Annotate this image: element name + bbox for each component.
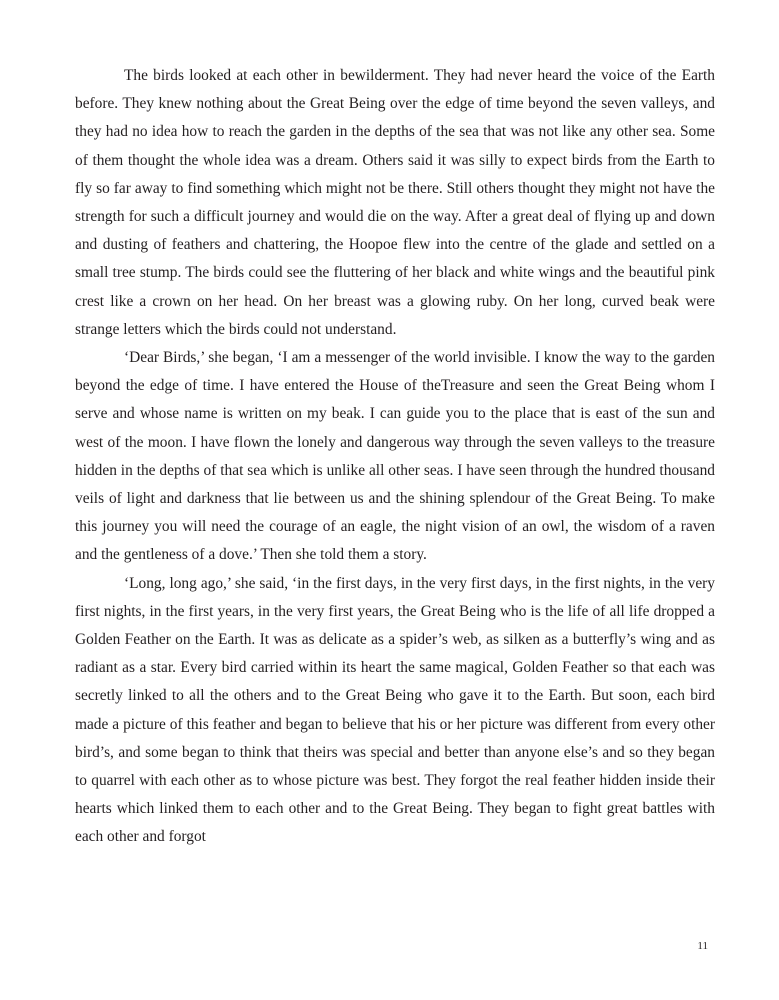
paragraph-1: The birds looked at each other in bewilderment. They had never heard the voice of the Earth before. They knew nothing about the Great Being over the edge of time beyond the seven valleys, and they had no idea how to reach the garden in the depths of the sea that was not like any other sea. Some of them thought the whole idea was a dream. Others said it was silly to expect birds from the Earth to fly so far away to find something which might not be there. Still others thought they might not have the strength for such a difficult journey and would die on the way. After a great deal of flying up and down and dusting of feathers and chattering, the Hoopoe flew into the centre of the glade and settled on a small tree stump. The birds could see the fluttering of her black and white wings and the beautiful pink crest like a crown on her head. On her breast was a glowing ruby. On her long, curved beak were strange letters which the birds could not understand. bbox=[75, 67, 715, 338]
body-text bbox=[75, 62, 715, 852]
paragraph-3: ‘Long, long ago,’ she said, ‘in the first days, in the very first days, in the first nights, in the very first nights, in the first years, in the very first years, the Great Being who is the life of all life dropped a Golden Feather on the Earth. It was as delicate as a spider’s web, as silken as a butterfly’s wing and as radiant as a star. Every bird carried within its heart the same magical, Golden Feather so that each was secretly linked to all the others and to the Great Being who gave it to the Earth. But soon, each bird made a picture of this feather and began to believe that his or her picture was different from every other bird’s, and some began to think that theirs was special and better than anyone else’s and so they began to quarrel with each other as to whose picture was best. They forgot the real feather hidden inside their hearts which linked them to each other and to the Great Being. They began to fight great battles with each other and forgot bbox=[75, 574, 715, 846]
page-number: 11 bbox=[697, 940, 708, 952]
paragraph-2: ‘Dear Birds,’ she began, ‘I am a messenger of the world invisible. I know the way to the garden beyond the edge of time. I have entered the House of theTreasure and seen the Great Being whom I serve and whose name is written on my beak. I can guide you to the place that is east of the sun and west of the moon. I have flown the lonely and dangerous way through the seven valleys to the treasure hidden in the depths of that sea which is unlike all other seas. I have seen through the hundred thousand veils of light and darkness that lie between us and the shining splendour of the Great Being. To make this journey you will need the courage of an eagle, the night vision of an owl, the wisdom of a raven and the gentleness of a dove.’ Then she told them a story. bbox=[75, 349, 715, 564]
